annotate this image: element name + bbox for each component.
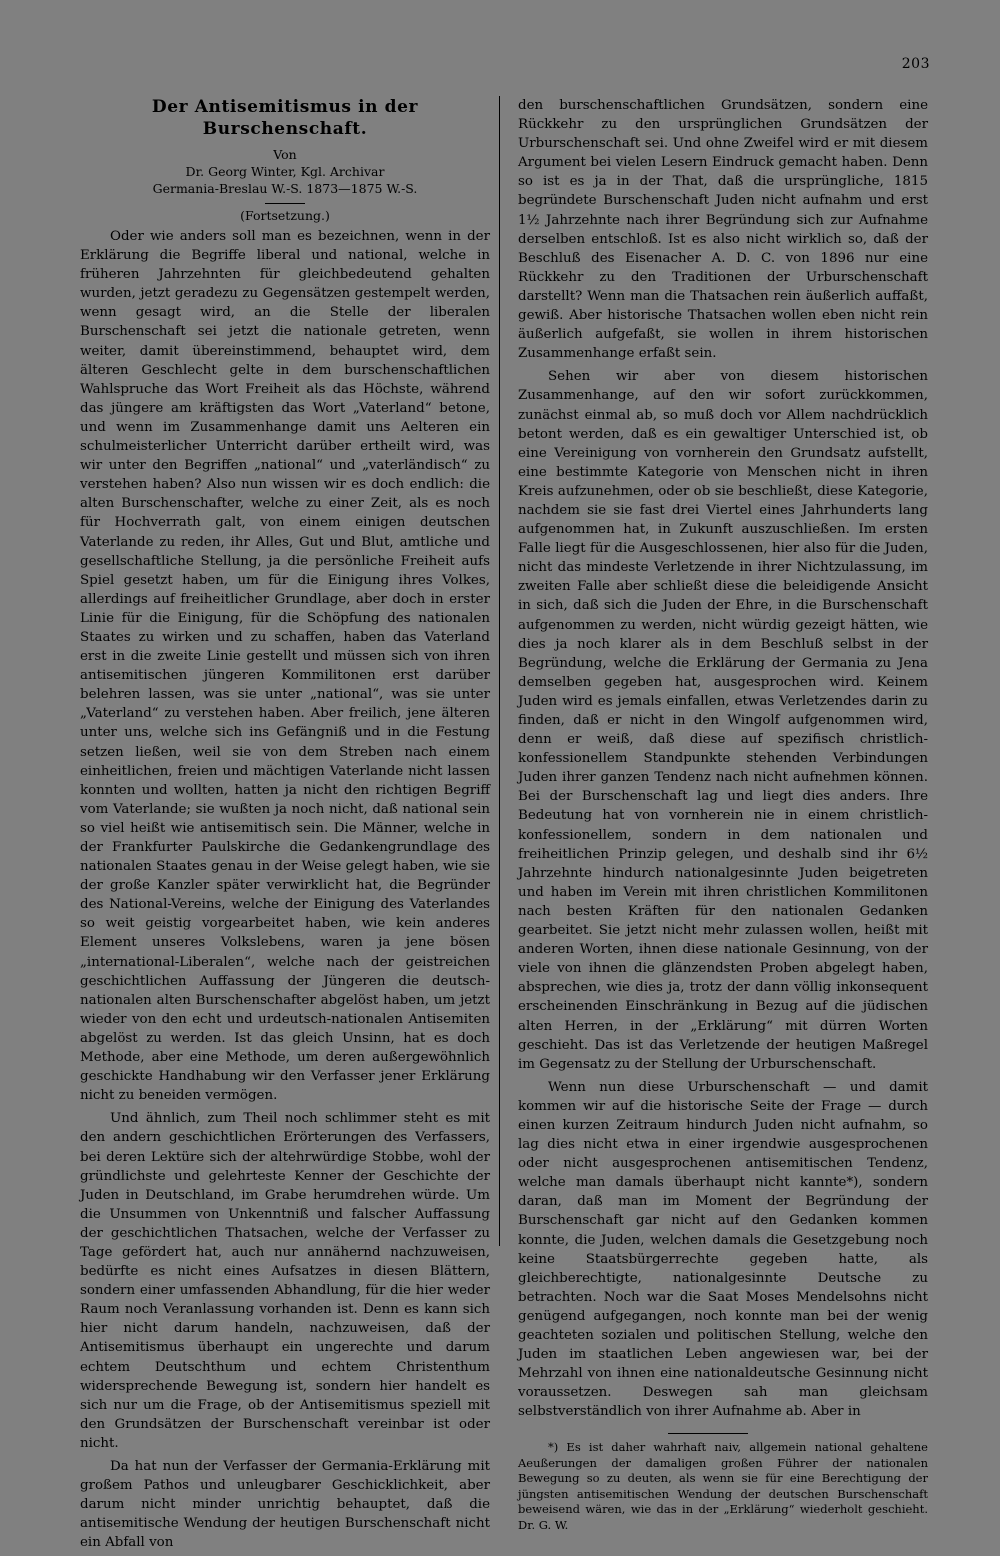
article-title: Der Antisemitismus in der Burschenschaft. — [151, 97, 419, 139]
footnote: *) Es ist daher wahrhaft naiv, allgemein national gehaltene Aeußerungen der damaligen großen Führer der nationalen Bewegung so zu deuten, als wenn sie für eine Berechtigung der jüngsten antisemitischen Wendung der deutschen Burschenschaft beweisend wären, wie das in der „Erklärung“ wiederholt geschieht. Dr. G. W. — [518, 1440, 928, 1532]
affiliation-line: Germania-Breslau W.-S. 1873—1875 W.-S. — [152, 181, 418, 196]
paragraph: Und ähnlich, zum Theil noch schlimmer steht es mit den andern geschichtlichen Erörterungen des Verfassers, bei deren Lektüre sich der altehrwürdige Stobbe, wohl der gründlichste und gelehrteste Kenner der Geschichte der Juden in Deutschland, im Grabe herumdrehen würde. Um die Unsummen von Unkenntniß und falscher Auffassung der geschichtlichen Thatsachen, welche der Verfasser zu Tage gefördert hat, auch nur annähernd nachzuweisen, bedürfte es nicht eines Aufsatzes in diesen Blättern, sondern einer umfassenden Abhandlung, für die hier weder Raum noch Veranlassung vorhanden ist. Denn es kann sich hier nicht darum handeln, nachzuweisen, daß der Antisemitismus überhaupt ein ungerechte und darum echtem Deutschthum und echtem Christenthum widersprechende Bewegung ist, sondern hier handelt es sich nur um die Frage, ob der Antisemitismus speziell mit den Grundsätzen der Burschenschaft vereinbar ist oder nicht. — [80, 1111, 490, 1451]
column-divider — [499, 96, 500, 1246]
short-divider — [265, 203, 305, 204]
footnote-divider — [668, 1433, 748, 1434]
page-number: 203 — [901, 56, 930, 72]
paragraph: den burschenschaftlichen Grundsätzen, sondern eine Rückkehr zu den ursprünglichen Grundsätzen der Urburschenschaft sei. Und ohne Zweifel wird er mit diesem Argument bei vielen Lesern Eindruck gemacht haben. Denn so ist es ja in der That, daß die ursprüngliche, 1815 begründete Burschenschaft Juden nicht aufnahm und erst 1½ Jahrzehnte nach ihrer Begründung sich zur Aufnahme derselben entschloß. Ist es also nicht wirklich so, daß der Beschluß des Eisenacher A. D. C. von 1896 nur eine Rückkehr zu den Traditionen der Urburschenschaft darstellt? Wenn man die Thatsachen rein äußerlich auffaßt, gewiß. Aber historische Thatsachen wollen eben nicht rein äußerlich aufgefaßt, sie wollen in ihrem historischen Zusammenhange erfaßt sein. — [518, 98, 928, 362]
paragraph: Wenn nun diese Urburschenschaft — und damit kommen wir auf die historische Seite der Frage — durch einen kurzen Zeitraum hindurch Juden nicht aufnahm, so lag dies nicht etwa in einer irgendwie ausgesprochenen oder nicht ausgesprochenen antisemitischen Tendenz, welche man damals überhaupt nicht kannte*), sondern daran, daß man im Moment der Begründung der Burschenschaft gar nicht auf den Gedanken kommen konnte, die Juden, welchen damals die Gesetzgebung noch keine Staatsbürgerrechte gegeben hatte, als gleichberechtigte, nationalgesinnte Deutsche zu betrachten. Noch war die Saat Moses Mendelsohns nicht genügend aufgegangen, noch konnte man bei der wenig geachteten sozialen und politischen Stellung, welche den Juden im staatlichen Leben angewiesen war, bei der Mehrzahl von ihnen eine nationaldeutsche Gesinnung nicht voraussetzen. Deswegen sah man gleichsam selbstverständlich von ihrer Aufnahme ab. Aber in — [518, 1079, 928, 1420]
byline-von: Von — [273, 147, 297, 162]
continuation-note: (Fortsetzung.) — [240, 208, 330, 223]
paragraph: Oder wie anders soll man es bezeichnen, wenn in der Erklärung die Begriffe liberal und national, welche in früheren Jahrzehnten für gleichbedeutend gehalten wurden, jetzt geradezu zu Gegensätzen gestempelt werden, wenn gesagt wird, an die Stelle der liberalen Burschenschaft sei jetzt die nationale getreten, wenn weiter, damit übereinstimmend, behauptet wird, dem älteren Geschlecht gelte in dem burschenschaftlichen Wahlspruche das Wort Freiheit als das Höchste, während das jüngere am kräftigsten das Wort „Vaterland“ betone, und wenn im Zusammenhange damit uns Aelteren ein schulmeisterlicher Unterricht darüber ertheilt wird, was wir unter den Begriffen „national“ und „vaterländisch“ zu verstehen haben? Also nun wissen wir es doch endlich: die alten Burschenschafter, welche zu einer Zeit, als es noch für Hochverrath galt, von einem einigen deutschen Vaterlande zu reden, ihr Alles, Gut und Blut, amtliche und gesellschaftliche Stellung, ja die persönliche Freiheit aufs Spiel gesetzt haben, um für die Einigung ihres Volkes, allerdings auf freiheitlicher Grundlage, aber doch in erster Linie für die Einigung, für die Schöpfung des nationalen Staates zu wirken und zu schaffen, haben das Vaterland erst in die zweite Linie gestellt und müssen sich von ihren antisemitischen jüngeren Kommilitonen erst darüber belehren lassen, was sie unter „national“, was sie unter „Vaterland“ zu verstehen haben. Aber freilich, jene älteren unter uns, welche sich ins Gefängniß und in die Festung setzen ließen, weil sie von dem Streben nach einem einheitlichen, freien und mächtigen Vaterlande nicht lassen konnten und wollten, hatten ja nicht den richtigen Begriff vom Vaterlande; sie wußten ja noch nicht, daß national sein so viel heißt wie antisemitisch sein. Die Männer, welche in der Frankfurter Paulskirche die Gedankengrundlage des nationalen Staates genau in der Weise gelegt haben, wie sie der große Kanzler später verwirklicht hat, die Begründer des National-Vereins, welche der Einigung des Vaterlandes so weit geistig vorgearbeitet haben, wie kein anderes Element unseres Volkslebens, waren ja jene bösen „international-Liberalen“, welche nach der geistreichen geschichtlichen Auffassung der Jüngeren die deutsch-nationalen alten Burschenschafter abgelöst haben, um jetzt wieder von den echt und urdeutsch-nationalen Antisemiten abgelöst zu werden. Ist das gleich Unsinn, hat es doch Methode, aber eine Methode, um deren außergewöhnlich geschickte Handhabung wir den Verfasser jener Erklärung nicht zu beneiden vermögen. — [80, 229, 490, 1104]
paragraph: Da hat nun der Verfasser der Germania-Erklärung mit großem Pathos und unleugbarer Geschicklichkeit, aber darum nicht minder unrichtig behauptet, daß die antisemitische Wendung der heutigen Burschenschaft nicht ein Abfall von — [80, 1459, 490, 1551]
right-column — [518, 96, 928, 1533]
author-line: Dr. Georg Winter, Kgl. Archivar — [185, 164, 385, 179]
paragraph: Sehen wir aber von diesem historischen Zusammenhange, auf den wir sofort zurückkommen, zunächst einmal ab, so muß doch vor Allem nachdrücklich betont werden, daß es ein gewaltiger Unterschied ist, ob eine Vereinigung von vornherein den Grundsatz aufstellt, eine bestimmte Kategorie von Menschen nicht in ihren Kreis aufzunehmen, oder ob sie beschließt, diese Kategorie, nachdem sie sie fast drei Viertel eines Jahrhunderts lang aufgenommen hat, in Zukunft auszuschließen. Im ersten Falle liegt für die Ausgeschlossenen, hier also für die Juden, nicht das mindeste Verletzende in ihrer Nichtzulassung, im zweiten Falle aber schließt diese die beleidigende Ansicht in sich, daß sich die Juden der Ehre, in die Burschenschaft aufgenommen zu werden, nicht würdig gezeigt hätten, wie dies ja noch klarer als in dem Beschluß selbst in der Begründung, welche die Erklärung der Germania zu Jena demselben gegeben hat, ausgesprochen wird. Keinem Juden wird es jemals einfallen, etwas Verletzendes darin zu finden, daß er nicht in den Wingolf aufgenommen wird, denn er weiß, daß diese auf spezifisch christlich-konfessionellem Standpunkte stehenden Verbindungen Juden ihrer ganzen Tendenz nach nicht aufnehmen können. Bei der Burschenschaft lag und liegt dies anders. Ihre Bedeutung hat von vornherein nie in einem christlich-konfessionellem, sondern in dem nationalen und freiheitlichen Prinzip gelegen, und deshalb sind ihr 6½ Jahrzehnte hindurch nationalgesinnte Juden beigetreten und haben im Verein mit ihren christlichen Kommilitonen nach besten Kräften für den nationalen Gedanken gearbeitet. Sie jetzt nicht mehr zulassen wollen, heißt mit anderen Worten, ihnen diese nationale Gesinnung, von der viele von ihnen die glänzendsten Proben abgelegt haben, absprechen, wie dies ja, trotz der dann völlig inkonsequent erscheinenden Einschränkung in Bezug auf die jüdischen alten Herren, in der „Erklärung“ mit dürren Worten geschieht. Das ist das Verletzende der heutigen Maßregel im Gegensatz zu der Stellung der Urburschenschaft. — [518, 369, 928, 1072]
left-column — [80, 96, 490, 1556]
